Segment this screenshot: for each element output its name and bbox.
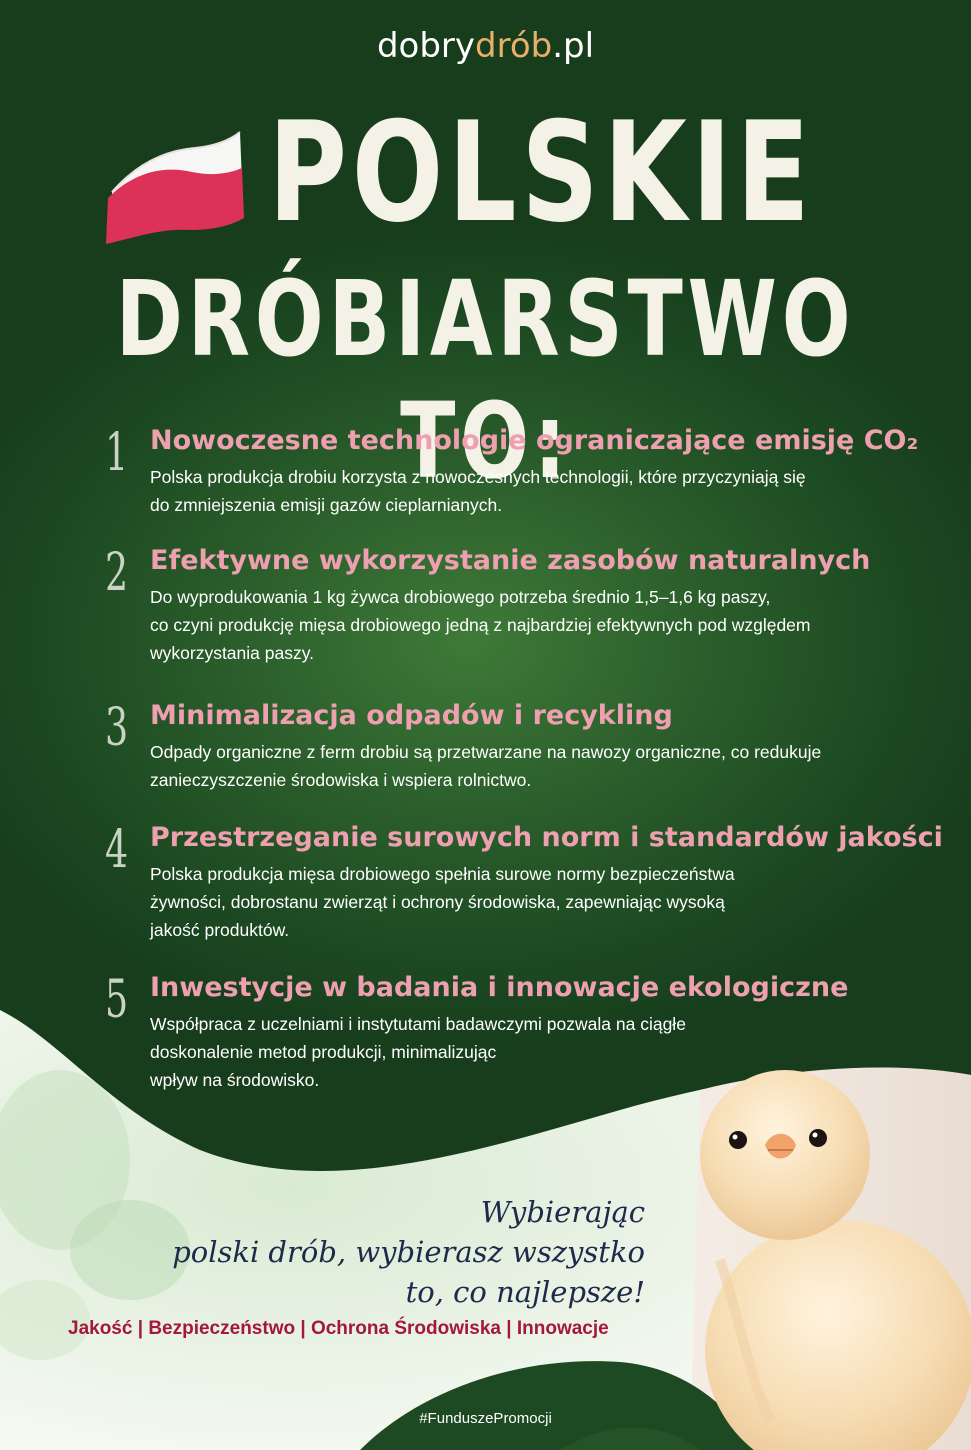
item-description-line: Polska produkcja mięsa drobiowego spełnia surowe normy bezpieczeństwa [150, 864, 735, 884]
item-description-line: wykorzystania paszy. [150, 643, 315, 663]
slogan-line2: polski drób, wybierasz wszystko [172, 1235, 645, 1269]
item-description-line: wpływ na środowisko. [150, 1070, 320, 1090]
logo-text-part1: dobry [376, 26, 476, 66]
slogan [172, 1192, 645, 1312]
item-description-line: doskonalenie metod produkcji, minimalizując [150, 1042, 497, 1062]
site-logo[interactable] [0, 26, 971, 66]
item-title: Inwestycje w badania i innowacje ekologiczne [150, 972, 849, 1003]
values-tagline: Jakość | Bezpieczeństwo | Ochrona Środowiska | Innowacje [68, 1318, 609, 1339]
item-number: 4 [105, 820, 129, 880]
chick-image [690, 1060, 971, 1450]
page-title-line1: POLSKIE [268, 92, 815, 253]
item-description-line: Polska produkcja drobiu korzysta z nowoczesnych technologii, które przyczyniają się [150, 467, 806, 487]
item-description-line: jakość produktów. [150, 920, 290, 940]
item-title: Efektywne wykorzystanie zasobów naturalnych [150, 545, 871, 576]
item-title: Nowoczesne technologie ograniczające emisję CO₂ [150, 425, 919, 456]
item-description-line: Odpady organiczne z ferm drobiu są przetwarzane na nawozy organiczne, co redukuje [150, 742, 822, 762]
logo-text-part2: drób [475, 26, 553, 66]
item-description [150, 738, 930, 794]
item-number: 5 [105, 970, 129, 1030]
logo-text-part3: .pl [552, 26, 595, 66]
item-title: Minimalizacja odpadów i recykling [150, 700, 673, 731]
item-number: 2 [105, 543, 129, 603]
item-description-line: Współpraca z uczelniami i instytutami badawczymi pozwala na ciągłe [150, 1014, 686, 1034]
slogan-line1: Wybierając [480, 1195, 645, 1229]
item-description-line: co czyni produkcję mięsa drobiowego jedną z najbardziej efektywnych pod względem [150, 615, 811, 635]
item-description-line: zanieczyszczenie środowiska i wspiera rolnictwo. [150, 770, 532, 790]
item-number: 3 [105, 698, 129, 758]
item-description [150, 860, 930, 944]
item-title: Przestrzeganie surowych norm i standardów jakości [150, 822, 943, 853]
item-number: 1 [105, 423, 129, 483]
item-description [150, 463, 930, 519]
item-description-line: żywności, dobrostanu zwierząt i ochrony środowiska, zapewniając wysoką [150, 892, 725, 912]
item-description-line: Do wyprodukowania 1 kg żywca drobiowego potrzeba średnio 1,5–1,6 kg paszy, [150, 587, 771, 607]
polish-flag-icon [100, 120, 250, 250]
item-description [150, 583, 930, 667]
hashtag[interactable]: #FunduszePromocji [419, 1410, 552, 1427]
slogan-line3: to, co najlepsze! [405, 1275, 645, 1309]
page-title-line2: DRÓBIARSTWO TO: [115, 258, 856, 502]
item-description-line: do zmniejszenia emisji gazów cieplarnianych. [150, 495, 503, 515]
